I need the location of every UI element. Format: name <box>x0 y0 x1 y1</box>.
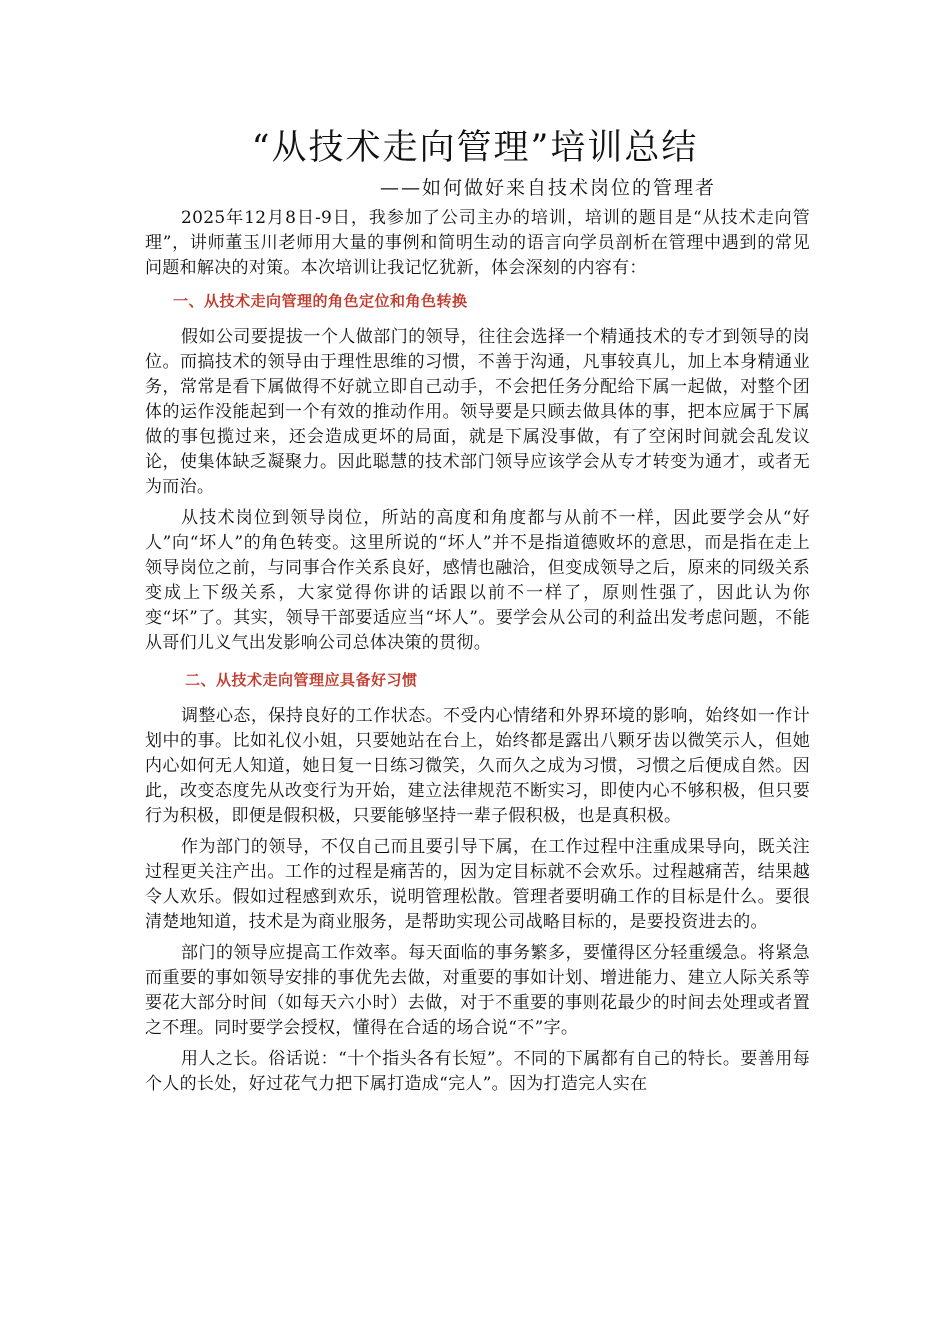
document-subtitle: ——如何做好来自技术岗位的管理者 <box>380 177 717 199</box>
section-heading-1: 一、从技术走向管理的角色定位和角色转换 <box>173 292 468 310</box>
document-body <box>145 206 810 1103</box>
body-paragraph: 调整心态，保持良好的工作状态。不受内心情绪和外界环境的影响，始终如一作计划中的事。比如礼仪小姐，只要她站在台上，始终都是露出八颗牙齿以微笑示人，但她内心如何无人知道，她日复一日练习微笑，久而久之成为习惯，习惯之后便成自然。因此，改变态度先从改变行为开始，建立法律规范不断实习，即使内心不够积极，但只要行为积极，即便是假积极，只要能够坚持一辈子假积极，也是真积极。 <box>145 706 810 826</box>
intro-paragraph: 2025年12月8日-9日，我参加了公司主办的培训，培训的题目是“从技术走向管理”，讲师董玉川老师用大量的事例和简明生动的语言向学员剖析在管理中遇到的常见问题和解决的对策。本次培训让我记忆犹新，体会深刻的内容有： <box>145 208 810 278</box>
body-paragraph: 假如公司要提拔一个人做部门的领导，往往会选择一个精通技术的专才到领导的岗位。而搞技术的领导由于理性思维的习惯，不善于沟通，凡事较真儿，加上本身精通业务，常常是看下属做得不好就立即自己动手，不会把任务分配给下属一起做，对整个团体的运作没能起到一个有效的推动作用。领导要是只顾去做具体的事，把本应属于下属做的事包揽过来，还会造成更坏的局面，就是下属没事做，有了空闲时间就会乱发议论，使集体缺乏凝聚力。因此聪慧的技术部门领导应该学会从专才转变为通才，或者无为而治。 <box>145 327 810 497</box>
document-title: “从技术走向管理”培训总结 <box>251 128 699 168</box>
body-paragraph: 部门的领导应提高工作效率。每天面临的事务繁多，要懂得区分轻重缓急。将紧急而重要的事如领导安排的事优先去做，对重要的事如计划、增进能力、建立人际关系等要花大部分时间（如每天六小时）去做，对于不重要的事则花最少的时间去处理或者置之不理。同时要学会授权，懂得在合适的场合说“不”字。 <box>145 943 810 1038</box>
body-paragraph: 用人之长。俗话说：“十个指头各有长短”。不同的下属都有自己的特长。要善用每个人的长处，好过花气力把下属打造成“完人”。因为打造完人实在 <box>145 1049 810 1094</box>
body-paragraph: 从技术岗位到领导岗位，所站的高度和角度都与从前不一样，因此要学会从“好人”向“坏人”的角色转变。这里所说的“坏人”并不是指道德败坏的意思，而是指在走上领导岗位之前，与同事合作关系良好，感情也融洽，但变成领导之后，原来的同级关系变成上下级关系，大家觉得你讲的话跟以前不一样了，原则性强了，因此认为你变“坏”了。其实，领导干部要适应当“坏人”。要学会从公司的利益出发考虑问题，不能从哥们儿义气出发影响公司总体决策的贯彻。 <box>145 508 810 653</box>
body-paragraph: 作为部门的领导，不仅自己而且要引导下属，在工作过程中注重成果导向，既关注过程更关注产出。工作的过程是痛苦的，因为定目标就不会欢乐。过程越痛苦，结果越令人欢乐。假如过程感到欢乐，说明管理松散。管理者要明确工作的目标是什么。要很清楚地知道，技术是为商业服务，是帮助实现公司战略目标的，是要投资进去的。 <box>145 837 810 932</box>
section-heading-2: 二、从技术走向管理应具备好习惯 <box>185 671 418 689</box>
